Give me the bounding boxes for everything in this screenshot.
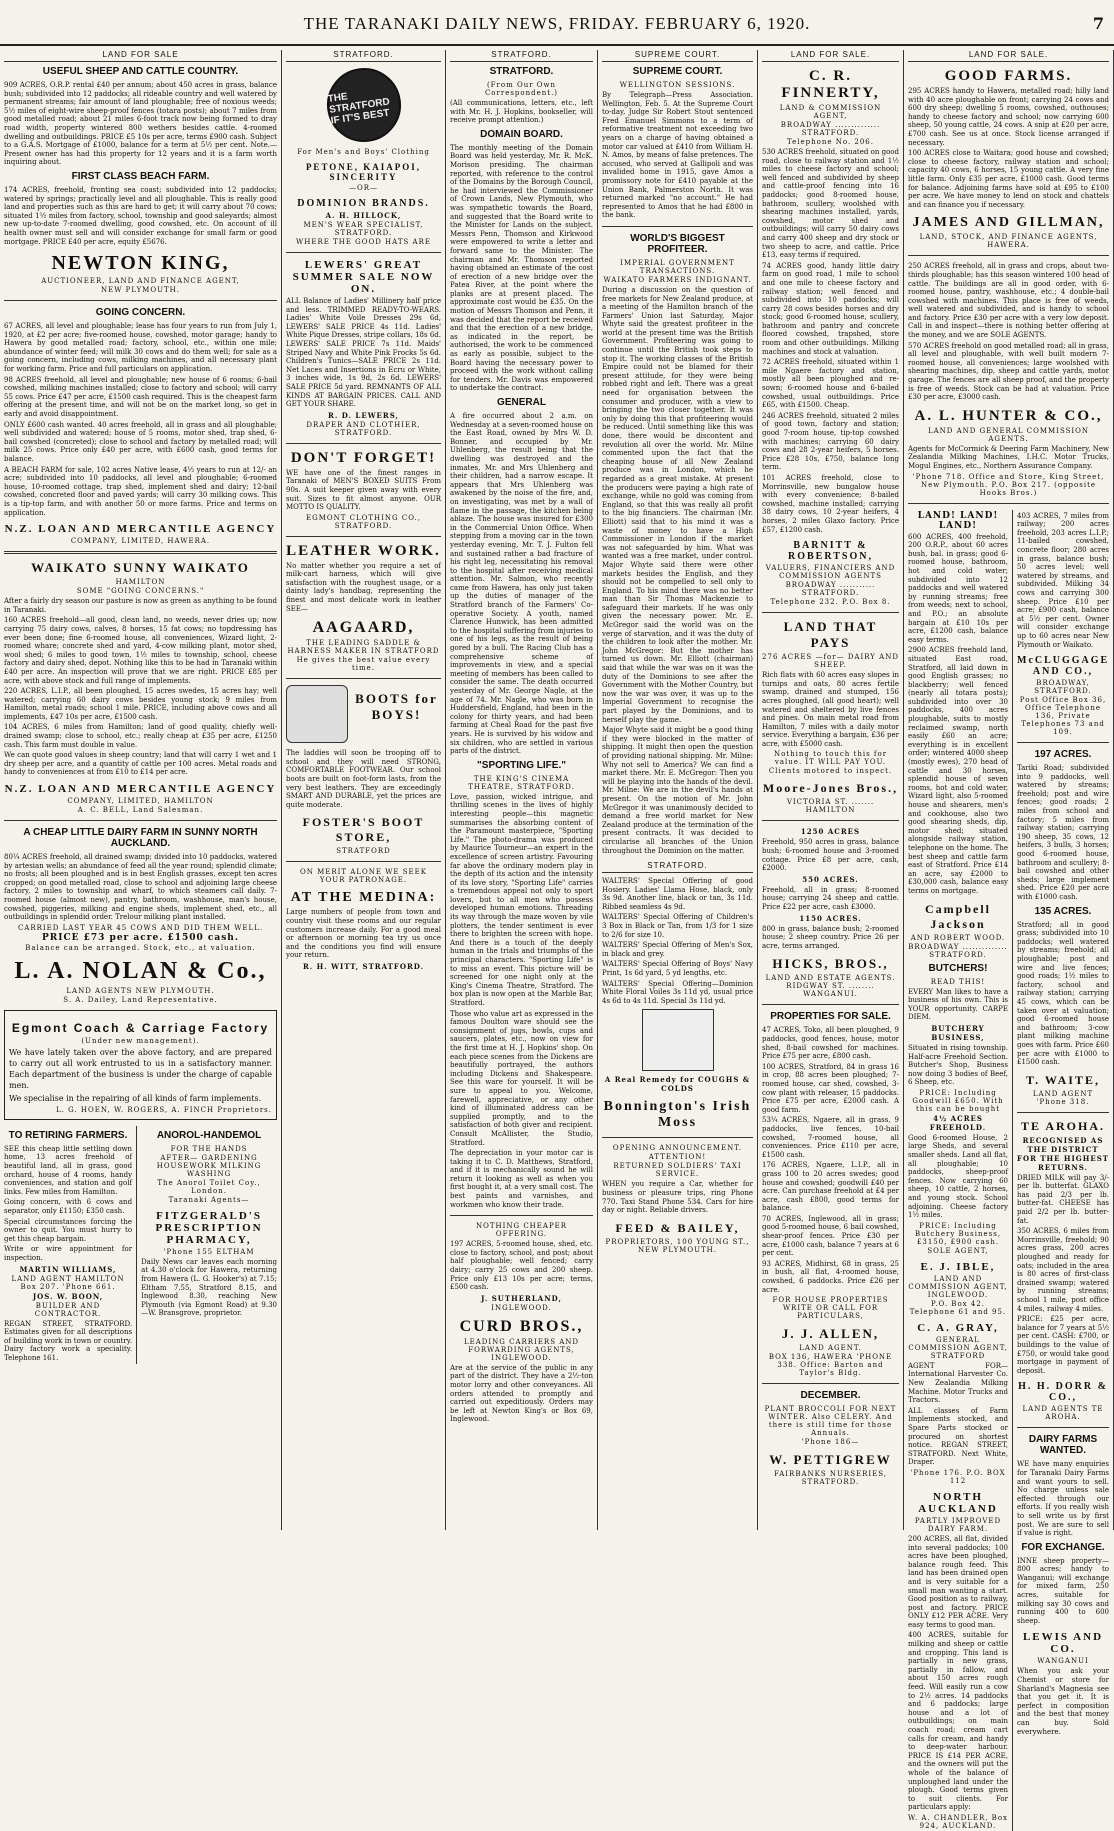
ad-subtitle: Nothing to touch this for value. IT WILL PAY YOU. [773,750,888,767]
agent-subtitle: 'Phone 718. Office and Store, King Street, New Plymouth. P.O. Box 217. (opposite Hooks Bros.) [912,472,1105,497]
agent-name: FOSTER'S BOOT STORE, [302,815,425,845]
listing-text: Going concern, with 6 cows and separator, only £1150; £350 cash. [4,1198,133,1215]
ad-subtitle: HAMILTON [115,578,166,587]
agent-name: JAMES AND GILLMAN, [912,215,1105,231]
agent-name: N.Z. LOAN AND MERCANTILE AGENCY [4,783,277,796]
ad-heading: FIRST CLASS BEACH FARM. [71,170,210,182]
listing-text: 570 ACRES freehold on good metalled road; all in grass, all level and ploughable, with well built modern 7-roomed house, all conveniences; large woolshed with shearing machines, dip, sheep and cattle yards, motor garage. The fences are all sheep proof, and the property is free of weeds. Stock can be had at valuation. Price £30 per acre, £3000 cash. [908,341,1110,402]
agent-name: A. H. HILLOCK, [325,211,402,220]
column-header: SUPREME COURT. [602,50,753,62]
agent-subtitle: WANGANUI [1037,1657,1089,1666]
agent-subtitle: LAND AND ESTATE AGENTS. RIDGWAY ST. ........ WANGANUI. [765,974,896,999]
listing-text: PRICE: £25 per acre, balance for 7 years at 5½ per cent. CASH: £700, or buildings to the value of £750, or would take good mortgage in payment of deposit. [1017,1315,1109,1375]
agent-subtitle: LAND AGENT. [799,1344,862,1353]
ad-signature: L. G. HOEN, W. ROGERS, A. FINCH Proprietors. [56,1105,272,1114]
listing-text: 100 ACRES close to Waitara; good house and cowshed; close to cheese factory, railway station and school; capacity 40 cows, 6 horses, 15 young cattle. A very fine little farm. Only £35 per acre, £1000 cash. Good terms for balance. Adjoining farms have sold at £95 to £100 per acre. We have money to lend on stock and chattels and can finance you if necessary. [908,149,1109,209]
listing-note: CARRIED LAST YEAR 45 COWS AND DID THEM WELL. [17,923,264,932]
coach-factory-ad [4,1010,277,1120]
column-supreme-court [598,50,758,1530]
ad-text: The laddies will soon be trooping off to school and they will need STRONG, COMFORTABLE FOOTWEAR. Our school boots are built on foot-form lasts, from the very best leathers. They are exceedingly SMART AND DURABLE, yet the prices are quite moderate. [286,749,441,809]
listing-text: 800 in grass, balance bush; 2-roomed house; 2 sheep country. Price 26 per acre, terms arranged. [762,924,899,950]
agent-subtitle: BROADWAY ........... STRATFORD. [785,581,876,598]
section-heading: STRATFORD. [489,66,554,77]
listing-text: 2900 ACRES freehold land, situated East road, Stratford, all laid down in good English grasses; no blackberry; well fenced (nearly all totara posts); subdivided into over 30 paddocks, 400 acres ploughable, suits to mostly reclaimed swamp, north easily £60 an acre; everything is in excellent order; wintered 4000 sheep (mostly ewes), 270 head of cattle and 30 horses, splendid house of seven rooms, hot and cold water, Wizard light, also 5-roomed house and shearers, men's and cookhouse, also two good shearing sheds, dip, motor shed; situated alongside railway station, telephone on the home. The best sheep and cattle farm east of Stratford. Price £14 an acre, say £2000 to £30,000 cash, balance easy terms on mortgage. [908,646,1008,895]
section-header: STRATFORD. [602,861,753,873]
column-land-for-sale-2 [758,50,904,1530]
agent-name: FEED & BAILEY, [615,1220,740,1235]
agent-name: R. D. LEWERS, [328,410,399,420]
ad-subtitle: ON MERIT ALONE WE SEEK YOUR PATRONAGE. [300,868,427,885]
agent-subtitle: LAND AGENT 'Phone 318. [1032,1089,1094,1106]
article-text: Major Whyte said it might be a good thing if they were blocked in the matter of shipping. It might then open the question of providing national shipping. Mr. Milne: Why not sell to America? We can find a market there. Mr. E. McGregor: Then you will be playing into the hands of the devil. Mr. Milne: We are in the devil's hands at present. On the motion of Mr. John McGregor it was unanimously decided to demand a free world market for New Zealand produce at the termination of the present contracts. It was decided to circularise all branches of the Union throughout the Dominion on the matter. [602,726,753,855]
ad-text: WALTERS' Special Offering of good Hosiery. Ladies' Llama Hose, black, only 3s 9d. Another line, black or tan, 3s 11d. Ribbed seamless 4s 9d. [602,877,753,911]
agent-subtitle: BROADWAY, STRATFORD. [1034,679,1092,696]
agent-name: JOS. W. BOON, [32,1291,104,1301]
ad-text: EVERY Man likes to have a business of his own. This is YOUR opportunity. CARPE DIEM. [908,987,1008,1022]
ad-subtitle: 4½ ACRES FREEHOLD. [929,1113,987,1132]
ad-text: We have lately taken over the above factory, and are prepared to carry out all work entrusted to us in a satisfactory manner. Each department of the business is under the charge of capable men. [9,1047,272,1090]
ad-heading: BOOTS for BOYS! [355,691,438,723]
listing-text: 250 ACRES freehold, all in grass and crops, about two-thirds ploughable; has this season wintered 100 head of cattle. The buildings are all in good order, with 6-roomed house, pantry, washhouse, etc.; 4 double-bail cowshed with machines. This place is free of weeds, well watered and subdivided, and is handy to school and factory. Price £30 per acre with a very low deposit. Call in and inspect—there is nothing better offering at the money, and we are SOLE AGENTS. [908,262,1109,340]
agent-subtitle: S. A. Dailey, Land Representative. [63,995,218,1004]
listing-text: ONLY £600 cash wanted. 40 acres freehold, all in grass and all ploughable; well subdivided and watered; house of 5 rooms, motor shed, trap shed, 6-bail cowshed (concreted); close to school and factory by metalled road; will milk 25 cows. Price only £40 per acre, with £600 cash, good terms for balance. [4,420,277,463]
agent-name: Moore-Jones Bros., [762,781,899,796]
listing-text: 197 ACRES, 5-roomed house, shed, etc. close to factory, school, and post; about half ploughable; well fenced; carry dairy; carry 25 cows and 200 sheep. Price only £13 10s per acre; terms, £500 cash. [450,1240,593,1292]
ad-subtitle: PROPRIETORS, 100 YOUNG ST., NEW PLYMOUTH. [605,1237,750,1254]
ad-heading: A Real Remedy for COUGHS & COLDS [604,1075,751,1094]
ad-text: Large numbers of people from town and country visit these rooms and our regular customers increase daily. For a good meal or afternoon or morning tea try us once and the conditions you find will ensure your return. [286,908,441,960]
ad-heading: LEATHER WORK. [286,542,441,559]
article-heading: GENERAL [497,397,546,408]
listing-heading: 135 ACRES. [1034,905,1092,917]
ad-subtitle: EGMONT CLOTHING CO., STRATFORD. [306,513,421,530]
article-text: By Telegraph—Press Association. Wellington, Feb. 5. At the Supreme Court to-day, Judge Sir Robert Stout sentenced Fred Emanuel Simmons to a term of reformative treatment not exceeding two years on a charge of having obtained a motor car valued at £410 from William H. N. Amos, by means of false pretences. The accused, who served at Gallipoli and was invalided home in 1915, gave Amos a promissory note for £410 payable at the Union Bank, Palmerston North. It was returned marked "no account." He had represented to Amos that he had £800 in the bank. [602,91,753,220]
agent-name: BARNITT & ROBERTSON, [788,540,873,563]
listing-text: 174 ACRES, freehold, fronting sea coast; subdivided into 12 paddocks; watered by springs; practically level and all ploughable. This is really good land and properties such as this are hard to get; it will carry about 70 cows; situated 1½ miles from factory, school, township and good saleyards; almost new up-to-date 7-roomed dwelling, good cowshed, etc. On account of ill health owner must sell and will consider exchange for small farm or good mortgage. PRICE £40 per acre, equity £5676. [4,185,277,246]
ad-heading: GOING CONCERN. [95,307,186,319]
agent-name: MARTIN WILLIAMS, [19,1264,117,1274]
ad-subtitle: (Under new management). [81,1036,200,1045]
agent-subtitle: Post Office Box 36, Office Telephone 136, Private Telephones 73 and 109. [1019,696,1107,737]
ad-subtitle: OPENING ANNOUNCEMENT. [612,1144,743,1153]
listing-text: We can quote good values in sheep country; land that will carry 1 wet and 1 dry sheep per acre, and a quantity of cattle per 100 acres. Metal roads and handy to conveniences at from £10 to £14 per acre. [4,751,277,777]
ad-heading: LEWERS' GREAT SUMMER SALE NOW ON. [292,259,435,295]
ad-subtitle: AFTER— GARDENING HOUSEWORK MILKING WASHING [156,1153,262,1178]
ad-subtitle: ATTENTION! [648,1153,707,1162]
listing-text: 400 ACRES, suitable for milking and sheep or cattle and cropping. This land is partially in new grass, partially in fallow, and about 150 acres rough feed. Will easily run a cow to 2½ acres. 14 paddocks and 6 paddocks; large house and a lot of outbuildings; on main coach road; cream cart calls for cream, and handy to deep-water harbour. PRICE IS £14 PER ACRE, and the owners will put the whole of the balance of unploughed land under the plough. Good terms given to suit clients. For particulars apply: [908,1631,1008,1812]
listing-text: 160 ACRES freehold—all good, clean land, no weeds, never dries up; now carrying 75 dairy cows, calves, 8 horses, 15 fat cows; no topdressing has ever been done; fine 6-roomed house, all conveniences, Wizard light, 2-roomed whare; concrete shed and yard, 4-cow milking plant, motor shed, wool shed; 6 miles to good town, 1½ miles to township, school, cheese factory and dairy shed, depot. Nothing like this to be had in Taranaki within £40 per acre. An inspection will prove that we are right. PRICE £85 per acre, with above stock and full range of implements. [4,616,277,685]
ad-subtitle: STRATFORD [336,847,391,856]
article-text: Those who value art as expressed in the famous Doulton ware should see the consignment of jugs, bowls, cups and saucers, plates, etc., now on view for the first time at H. J. Hopkins' shop. On each piece scenes from the Dickens are beautifully portrayed, the authors including Dickens and Shakespeare. See this ware for yourself. It will be sure to appeal to you. Welcome, farewell, appreciative, or any other kind of illuminated address can be supplied promptly, and to the satisfaction of both giver and recipient. Consult McAllister, the Studio, Stratford. [450,1009,593,1147]
section-heading: SUPREME COURT. [632,66,723,77]
listing-text: 67 ACRES, all level and ploughable; lease has four years to run from July 1, 1920, at £2 per acre; five-roomed house, cowshed, motor garage; handy to Hawera by good metalled road; factory, school, etc., within one mile; abundance of winter feed; will milk 30 cows and do them well; for sale as a going concern, including cows, milking machines, and all necessary plant for working farm. Price and full particulars on application. [4,322,277,374]
ad-subtitle: The Anorol Toilet Coy., London. [157,1178,261,1195]
ad-heading: NORTH AUCKLAND [918,1490,998,1515]
ad-subtitle: PRICE: Including Goodwill £650. With this can be bought [912,1088,1004,1113]
ad-subtitle: LEADING CARRIERS AND FORWARDING AGENTS, INGLEWOOD. [463,1337,580,1362]
listing-text: 909 ACRES, O.R.P. rental £40 per annum; about 450 acres in grass, balance bush; subdivided into 12 paddocks; all rideable country and well watered by permanent streams; fair amount of land ploughable; free of noxious weeds; 5½ miles of eight-wire sheep-proof fences (totara posts); about 7 miles from good metalled road; about 21 miles 6-foot track now being formed to dray road width, property wintered 800 wethers besides cattle. 4-roomed dwelling and outbuildings. PRICE £5 10s per acre, terms £900 cash. Subject to a G.A.S. Mortgage of £1000, balance for a term at 5½ per cent. Note.—Present owner has had this property for 12 years and it is a farm worth inquiring about. [4,81,277,167]
listing-text: 350 ACRES, 6 miles from Morrinsville, freehold; 90 acres grass, 200 acres ploughed and ready for oats; included in the area is 80 acres of first-class drained swamp; watered by running streams; school 1 mile, post office 4 miles, railway 4 miles. [1017,1227,1109,1313]
agent-name: HICKS, BROS., [772,956,889,972]
newspaper-title: THE TARANAKI DAILY NEWS, FRIDAY. FEBRUARY 6, 1920. [303,14,811,33]
listing-text: Freehold, 950 acres in grass, balance bush; 6-roomed house and 3-roomed cottage. Price £8 per acre, cash, £2000. [762,838,899,873]
agent-name: NEWTON KING, [51,252,230,275]
listing-text: 220 ACRES, L.I.P., all been ploughed, 15 acres swedes, 15 acres hay; well watered; carrying 60 dairy cows besides young stock; 9 miles from Hamilton, metal roads; school 1 mile. PRICE, including above cows and all implements, £47 10s per acre, £1500 cash. [4,687,277,721]
ad-subtitle: NOTHING CHEAPER OFFERING. [475,1222,568,1239]
listing-text: 104 ACRES, 6 miles from Hamilton; land of good quality, chiefly well-drained swamp; close to school, etc.; really cheap at £35 per acre, £1250 cash. This farm must double in value. [4,723,277,749]
ad-heading: DOMINION BRANDS. [297,198,430,209]
ad-subtitle: PRICE: Including Butchery Business, £3150, £900 cash. [914,1221,1002,1246]
ad-text: We specialise in the repairing of all kinds of farm implements. [9,1093,262,1103]
column-header: LAND FOR SALE. [762,50,899,62]
ad-text: WE have one of the finest ranges in Taranaki of MEN'S BOXED SUITS From 90s. A suit keeper given away with every suit. Sizes to fit almost anyone. OUR MOTTO IS QUALITY. [286,468,441,512]
listing-text: Stratford; all in good grass; subdivided into 10 paddocks; well watered by streams; freehold; all ploughable; post and wire and live fences; good roads; 1½ miles to factory, school and railway station; carrying 45 cows, which can be taken over at valuation; good 6-roomed house and bathroom; 3-cow plant milking machine goes with farm. Price £60 per acre with £1000 to £1500 cash. [1017,920,1109,1067]
listing-text: 246 ACRES freehold, situated 2 miles of good town, factory and station; good 7-room house, tip-top cowshed with machines; carrying 60 dairy cows and 28 2-year heifers, 5 horses. Price £28 10s, £750, balance long term. [762,411,899,472]
article-subtitle: IMPERIAL GOVERNMENT TRANSACTIONS. [620,258,735,275]
agent-subtitle: LAND, STOCK, AND FINANCE AGENTS, HAWERA. [919,233,1098,250]
agent-name: CURD BROS., [459,1317,584,1335]
ad-subtitle: PLANT BROCCOLI FOR NEXT WINTER. Also CELERY. And there is still time for those Annuals. [764,1405,897,1438]
listing-text: 600 ACRES, 400 freehold, 200 O.R.P., about 60 acres bush, bal. in grass; good 6-roomed house, bathroom, hot and cold water; subdivided into 12 paddocks and well watered by running streams; free from weeds; next to school, and P.O.; an absolute bargain at £10 10s per acre, £1200 cash, balance easy terms. [908,532,1008,644]
ad-heading: A CHEAP LITTLE DAIRY FARM IN SUNNY NORTH AUCKLAND. [23,827,258,850]
listing-text: 98 ACRES freehold, all level and ploughable; new house of 6 rooms; 6-bail cowshed, milking machines installed; close to factory and school; will carry 55 cows. Price £47 per acre, £1500 cash required. This is the cheapest farm offering at the present time, and will not be on the market long, so get in early and avoid disappointment. [4,375,277,419]
listing-text: INNE sheep property—800 acres; handy to Wanganui; will exchange for mixed farm, 250 acres, suitable for milking say 30 cows and running 400 to 600 sheep. [1017,1556,1109,1625]
agent-subtitle: BUILDER AND CONTRACTOR. [34,1301,102,1318]
listing-text: 80¼ ACRES freehold, all drained swamp; divided into 10 paddocks, watered by artesian wells; an abundance of feed all the year round; splendid climate; no frosts; all been ploughed and is in best English grasses, except ten acres cropped; on good metalled road, close to school and adjoining large cheese factory, 2 miles to township and wharf, to which steamers call daily. 7-roomed house (almost new), pantry, bathroom, washhouse, man's house, cowshed, piggeries, milking and engine sheds, implement shed, etc., all outbuildings in splendid order. Trelour milking plant installed. [4,853,277,922]
ad-text: No matter whether you require a set of milk-cart harness, which will give satisfaction with the roughest usage, or a dainty lady's handbag, representing the finest and most delicate work in leather SEE— [286,561,441,613]
column-stratford-news [446,50,598,1530]
ad-subtitle: MEN'S WEAR SPECIALIST, STRATFORD. [303,221,424,237]
ad-text: WALTERS' Special Offering—Dominion White Floral Voiles 3s 11d yd, usual price 4s 6d to 4s 11d. Special 3s 11d yd. [602,979,753,1005]
listing-text: 100 ACRES, Stratford, 84 in grass 16 in crop, 88 acres been ploughed; 7-roomed house, car shed, cowshed, 3-cow plant with releaser, 15 paddocks. Price £75 per acre, £2000 cash. A good farm. [762,1062,899,1114]
ad-subtitle: FOR THE HANDS [170,1144,248,1153]
listing-heading: 1150 ACRES. [799,913,862,923]
ad-subtitle: SOME "GOING CONCERNS." [76,587,205,596]
ad-heading: WAIKATO SUNNY WAIKATO [31,560,250,576]
ad-heading: ANOROL-HANDEMOL [156,1129,262,1141]
listing-text: Freehold, all in grass; 8-roomed house; carrying 24 sheep and cattle. Price £22 per acre, cash £3000. [762,885,899,912]
column-header: LAND FOR SALE [4,50,277,62]
agent-name: H. H. DORR & CO., [1018,1381,1108,1404]
article-text: A fire occurred about 2 a.m. on Wednesday at a seven-roomed house on the East Road, owned by Mrs W. D. Bonner, and occupied by Mr. Uhlenberg, the result being that the dwelling was destroyed and the inmates, Mr. and Mrs Uhlenberg and their children, had a narrow escape. It appears that Mrs Uhlenberg was awakened by the noise of the fire, and, on investigating, was met by a wall of flame in the passage, the kitchen being ablaze. The house was insured for £300 in the Commercial Union Office. When stepping from a moving car in the town yesterday evening, Mr. T. J. Fulton fell and sustained rather a bad fracture of his right leg, necessitating his removal to the hospital after receiving medical attention. Mr. Salmon, who recently came from Hawera, has only just taken up the duties of manager of the Stratford branch of the Farmers' Co-operative Society. A youth, named Clarence Hunwick, has been admitted to the hospital suffering from injuries to one of his legs, as the result of being gored by a bull. The Racing Club has a comprehensive scheme of improvements in view, and a special meeting of members has been called to consider the same. The death occurred yesterday of Mr. George Nagle, at the age of 74. Mr. Nagle, who was born in Huddersfield, England, had been in the colony for thirty years, and had been farming at Cheal Road for the past five years. He is survived by his widow and six children, who are settled in various parts of the district. [450,412,593,756]
agent-name: N.Z. LOAN AND MERCANTILE AGENCY [4,523,277,536]
column-header: LAND FOR SALE. [908,50,1109,62]
ad-subtitle: SOLE AGENT, [927,1246,989,1255]
agent-name: J. J. ALLEN, [781,1326,880,1342]
ad-text: Good 6-roomed House, 2 large Sheds, and several smaller sheds. Land all flat, all ploughable; 10 paddocks, sheep-proof fences. Now carrying 60 sheep, 10 cattle, 2 horses, and young stock. School adjoining. Cheese factory 1½ miles. [908,1133,1008,1220]
ad-text: ALL classes of Farm Implements stocked, and Spare Parts stocked or procured on shortest notice. REGAN STREET, STRATFORD. Next White, Draper. [908,1406,1008,1467]
agent-subtitle: A. C. BELL, Land Salesman. [77,806,204,815]
column-land-for-sale-1 [0,50,282,1530]
agent-name: C. R. FINNERTY, [781,68,880,101]
article-text: The monthly meeting of the Domain Board was held yesterday, Mr. R. McK. Morison presiding. The chairman reported, with reference to the control of the Domains by the Borough Council, he had interviewed the Commissioner of Crown Lands, New Plymouth, who was sympathetic towards the Board, and suggested that the Board write to the Minister for Lands on the subject. Messrs Penn, Thomson and Kirkwood were empowered to write a letter and forward same to the Minister. The chairman and Mr. Thomson reported having obtained an estimate of the cost of erection of a new bridge over the Patea River, at the point where the planks are at present placed. The approximate cost would be £35. On the motion of Messrs Thomson and Penn, it was decided that the report be received and that the erection of a new bridge, as indicated in the report, be authorised, the work to be commenced as early as possible, subject to the Board having the necessary power to proceed with the work without calling for tenders. Mr. Davis was empowered to undertake the contract. [450,143,593,393]
ad-heading: DECEMBER. [800,1390,861,1402]
agent-subtitle: Telephone 232. P.O. Box 8. [770,598,891,607]
ad-text: Are at the service of the public in any part of the district. They have a 2½-ton motor lorry and other conveyances. All orders attended to promptly and carried out expeditiously. Orders may be left at Newton King's or Box 69, Inglewood. [450,1363,593,1424]
column-header: STRATFORD. [450,50,593,62]
section-subtitle: (From Our Own Correspondent.) [484,81,559,97]
agent-subtitle: AND ROBERT WOOD. [910,933,1006,942]
listing-text: REGAN STREET, STRATFORD. Estimates given for all descriptions of building work in town or country. Dairy factory work a speciality. Telephone 161. [4,1319,133,1362]
listing-text: 200 ACRES, all flat, divided into several paddocks; 100 acres have been ploughed, balance rough feed. This land has been drained open and is very suitable for a small man wanting a start. Good position as to railway, post and factory. PRICE ONLY £12 PER ACRE. Very easy terms to good man. [908,1534,1008,1629]
article-heading: DOMAIN BOARD. [480,128,563,140]
listing-text: Rich flats with 60 acres easy slopes in turnips and oats, 80 acres fertile swamp, drained and stumped, 156 acres ploughed, (all good heart); well watered and sheltered by live fences and pines. On main metal road from Hamilton, 7 miles with a daily motor service. Everything a bargain, £36 per acre, with £5000 cash. [762,671,899,748]
ad-heading: TE AROHA. [1020,1118,1105,1133]
listing-text: 530 ACRES freehold, situated on good road, close to railway station and 1½ miles to cheese factory and school; well fenced and subdivided by sheep and cattle-proof fencing into 16 paddocks; good 8-roomed house, bathroom, scullery, woolshed with shearing machines installed, yards, cowshed, motor shed and outbuildings; will carry 50 dairy cows and carry 400 sheep and dry stock or two sheep to acre, and cattle. Price £13, easy terms if required. [762,148,899,260]
ad-heading: PROPERTIES FOR SALE. [770,1011,891,1023]
agent-name: R. H. WITT, STRATFORD. [302,961,425,971]
ad-brand: Bonnington's Irish Moss [603,1099,752,1131]
agent-subtitle: W. A. CHANDLER, Box 924, AUCKLAND. [908,1813,1008,1830]
agent-subtitle: LAND & COMMISSION AGENT, [779,104,882,120]
ad-text: WALTERS' Special Offering of Children's 3 Box in Black or Tan, from 1/3 for 1 size to 2/6 for size 10. [602,913,753,939]
ad-title: Egmont Coach & Carriage Factory [11,1020,270,1035]
listing-text: 403 ACRES, 7 miles from railway; 200 acres freehold, 203 acres L.I.P.; 11-bailed cowshed, concrete floor; 280 acres in grass, balance bush; 50 acres level; well watered by streams, and subdivided. Milking 34 cows and carrying 300 sheep. Price £10 per acre; £900 cash, balance at 5½ per cent. Owner will consider exchange up to 60 acres near New Plymouth or Waikato. [1017,511,1109,649]
article-text: Love, passion, wicked intrigue, and thrilling scenes in the lives of highly interesting people—this magnetic summarises the absorbing content of the Paramount masterpiece, "Sporting Life." The photo-drama was produced by Maurice Tourneur—an expert in the excellence of screen artistry. Favouring far above the ordinary modern play in the depth of its action and the intensity of its love story, "Sporting Life" carries a tremendous appeal not only to sport lovers, but to all men who possess developed human emotions. Threading its way through the maze woven by vile plotters, the tender sentiment is ever there to brighten the screen with hope. And there is a touch of the deeply human in the trials and triumphs of the principal characters. "Sporting Life" is to miss an event. This picture will be screened for one night only at the King's Cinema Theatre, Stratford. The box plan is now open at the Marble Bar, Stratford. [450,792,593,1007]
ad-text: ALL Balance of Ladies' Millinery half price and less. TRIMMED READY-TO-WEARS. Ladies' White Voile Dresses 29s 6d, LEWERS' SALE PRICE 4s 11d. Ladies' White Pique Dresses, stripe collars, 18s 6d. LEWERS' SALE PRICE 7s 11d. Maids' Striped Navy and White Pink Frocks 5s 6d. Children's Tunics—SALE PRICE 2s 11d. Net Laces and Insertions in Ecru or White, 3 inches wide, 1s 9d, 2s 6d. LEWERS' SALE PRICE 5d yard. REMNANTS OF ALL KINDS AT BARGAIN PRICES. CALL AND GET YOUR SHARE. [286,297,441,409]
masthead [0,0,1114,46]
agent-name: AAGAARD, [312,619,415,637]
ad-text: Daily News car leaves each morning at 4.30 o'clock for Hawera, returning from Hawera (L. G. Hooker's) at 7.15; Eltham 7.55, Stratford 8.15, and Inglewood 8.30, reaching New Plymouth (via Egmont Road) at 9.30—W. Bransgrove, proprietor. [141,1257,277,1318]
ad-subtitle: DRAPER AND CLOTHIER, STRATFORD. [306,420,421,437]
ad-heading: DON'T FORGET! [290,449,437,466]
ad-text: WHEN you require a Car, whether for business or pleasure trips, ring Phone 770. Taxi Stand Phone 534. Cars for hire day or night. Reliable drivers. [602,1180,753,1215]
agent-name: T. WAITE, [1026,1072,1100,1087]
ad-text: WE have many enquiries for Taranaki Dairy Farms and want yours to sell. No charge unless sale effected through our efforts. If you really wish to sell write us by first post. We are sure to sell if value is right. [1017,1460,1109,1538]
agent-subtitle: INGLEWOOD. [491,1303,552,1312]
listing-text: 93 ACRES, Midhirst, 68 in grass, 25 in bush, all flat, 4-roomed house, cowshed, 6 paddocks. Price £26 per acre. [762,1259,899,1294]
article-subtitle: THE KING'S CINEMA THEATRE, STRATFORD. [468,774,575,791]
listing-text: SEE this cheap little settling down home, 13 acres freehold of beautiful land, all in grass, good orchard, house of 4 rooms, handy conveniences, and station and golf links. Few miles from Hamilton. [4,1144,133,1196]
ad-heading: TO RETIRING FARMERS. [8,1129,128,1141]
agent-subtitle: LAND AGENT HAMILTON Box 207. 'Phone 661. [11,1274,125,1291]
agent-subtitle: VALUERS, FINANCIERS AND COMMISSION AGENTS [765,564,896,581]
listing-text: 53¼ ACRES, Ngaere, all in grass, 9 paddocks, live fences, 10-bail cowshed, 7-roomed house, all conveniences. Price £110 per acre, £1500 cash. [762,1116,899,1159]
article-subtitle: WAIKATO FARMERS INDIGNANT. [603,275,752,284]
ad-subtitle: PARTLY IMPROVED DAIRY FARM. [914,1516,1002,1533]
agent-subtitle: LAND AGENTS NEW PLYMOUTH. [66,986,215,995]
ad-subtitle: RECOGNISED AS THE DISTRICT FOR THE HIGHEST RETURNS. [1017,1135,1109,1172]
listing-text: 74 ACRES good, handy little dairy farm on good road, 1 mile to school and one mile to cheese factory and railway station; well fenced and subdivided into 10 paddocks; will carry 28 cows besides horses and dry stock; good 6-roomed house, scullery, bathroom and pantry and concrete floored cowshed, trapshed, store room and other outbuildings. Milking machines and stock at valuation. [762,261,899,356]
ad-text: AGENT FOR— International Harvester Co. New Zealandia Milking Machine. Motor Trucks and Tractors. [908,1361,1008,1405]
ad-subtitle: —OR— [348,184,378,192]
ad-heading: AT THE MEDINA: [290,890,437,906]
article-text: (All communications, letters, etc., left with Mr. H. J. Hopkins, bookseller, will receive prompt attention.) [450,99,593,125]
agent-subtitle: LAND AND COMMISSION AGENT, INGLEWOOD. [908,1274,1008,1299]
agent-subtitle: LAND AGENTS TE AROHA. [1022,1405,1104,1422]
listing-text: A BEACH FARM for sale, 102 acres Native lease, 4½ years to run at 12/- an acre; subdivided into 10 paddocks, all level and ploughable; 6-roomed house, 10-roomed cottage, trap shed, implement shed and dairy; 12-bail cowshed, concreted floor and paved yards; will carry 30 milking cows. This is a tip-top farm, and with another 50 or more farms. Price and terms on application. [4,465,277,517]
ad-text: Situated in rising township. Half-acre Freehold Section. Butcher's Shop, Business now doing 3 bodies of Beef, 6 Sheep, etc. [908,1043,1008,1087]
ad-text: WALTERS' Special Offering of Men's Sox, in black and grey. [602,941,753,958]
agent-subtitle: VICTORIA ST. ....... HAMILTON [786,798,875,815]
boot-illustration [286,685,348,743]
listing-text: Tariki Road; subdivided into 9 paddocks, well watered by streams; freehold; post and wire fences; good roads; 2 miles from school and factory; 5 miles from railway station; carrying 190 sheep, 35 cows, 12 heifers, 3 bulls, 3 horses; good 6-roomed house, bathroom and scullery; 8-bail cowshed and other sheds; large implement shed. Price £20 per acre with £1000 cash. [1017,764,1109,901]
agent-name: C. A. GRAY, [917,1321,999,1334]
ad-subtitle: WHERE THE GOOD HATS ARE [296,238,431,246]
column-good-farms [904,50,1114,1830]
section-subtitle: WELLINGTON SESSIONS. [619,81,736,89]
ad-subtitle: BUTCHERY BUSINESS, [931,1023,985,1042]
agent-name: E. J. IBLE, [920,1260,996,1273]
ad-subtitle: He gives the best value every time. [296,656,431,673]
ad-subtitle: 'Phone 176. P.O. BOX 112 [910,1468,1006,1485]
agent-subtitle: LAND AND GENERAL COMMISSION AGENTS. [927,426,1090,443]
agent-text: Agents for McCormick & Deering Farm Machinery, New Zealandia Milking Machines, I.H.C. Motor Trucks, Mogul Engines, etc., Northern Assurance Company. [908,444,1109,470]
ad-text: When you ask your Chemist or store for Sharland's Magnesia see that you get it. It is perfect in composition and the best that money can buy. Sold everywhere. [1017,1667,1109,1736]
article-heading: WORLD'S BIGGEST PROFITEER. [630,232,725,255]
listing-heading: 197 ACRES. [1034,749,1092,761]
agent-subtitle: BROADWAY .............. STRATFORD. [908,942,1008,959]
ad-heading: DAIRY FARMS WANTED. [1028,1434,1098,1457]
agent-subtitle: AUCTIONEER, LAND AND FINANCE AGENT, [41,277,240,286]
listing-heading: 550 ACRES. [802,874,859,884]
listing-text: 101 ACRES freehold, close to Morrinsville, new bungalow house with every convenience; 8-bailed cowshed, machine installed; carrying 38 dairy cows, 10 2-year heifers, 4 horses, 2 miles Glaxo factory. Price £57, £1200 cash. [762,473,899,534]
ad-text: WALTERS' Special Offering of Boys' Navy Print, 1s 6d yard, 5 yd lengths, etc. [602,960,753,978]
ad-subtitle: Clients motored to inspect. [768,767,893,776]
ad-heading: BUTCHERS! [928,962,988,974]
ad-subtitle: 'Phone 186— [801,1438,860,1447]
article-text: During a discussion on the question of free markets for New Zealand produce, at a meeting of the Hamilton branch of the Farmers' Union last Saturday, Major Whyte said the greatest profiteer in the world at the present time was the British Government. Profiteering was going to continue until the British took steps to stop it. The working classes of the British Empire could not be blamed for their present attitude, for they were being robbed right and left. There was a great need for organisation between the consumer and producer, with a view to bringing the two closer together. It was only by doing this that profiteering would be reduced. Until something like this was done, there would be discontent and revolution all over the world. Mr. Milne commented upon the fact that the cheaping house of all New Zealand produce was in London, which he regarded as a great mistake. At present the producers were paying a high rate of exchange, while no gold was coming from England, so that this was really all profit to the big financiers. The chairman (Mr. Elliott) said that to his mind it was a waste of money to have a High Commissioner in London if the market was not safeguarded by him. What was wanted was a free market, under control. Major Whyte said there were other markets besides the English, and they should not be compelled to sell only to England. To his mind there was no better man than Sir Thomas Mackenzie to safeguard their markets. If he was only given the necessary power. Mr. E. McGregor said the world was on the verge of starvation, and it was the duty of the children to look after the mother. Mr. John McGregor: But the mother has turned us down. Mr. Elliott (chairman) said that while the war was on it was the duty of the Dominions to see after the Government with the Mother Country, but now the war was over, it was up to the Imperial Government to recognise the part played by the Dominions, and to herself play the game. [602,285,753,724]
remedy-illustration [642,1009,714,1071]
article-text: The depreciation in your motor car is taking it to C. D. Matthews, Stratford, and if it is mechanically sound he will return it looking as well as when you first bought it, at a very small cost. The best paints and varnishes, and workmen who know their trade. [450,1149,593,1209]
agent-subtitle: Telephone No. 206. [787,138,874,146]
agent-subtitle: GENERAL COMMISSION AGENT, STRATFORD [908,1335,1008,1360]
ad-heading: FOR EXCHANGE. [1021,1541,1105,1553]
listing-text: 47 ACRES, Toko, all been ploughed, 9 paddocks, good fences, house, motor shed, 8-bail cowshed for machines. Price £75 per acre, £800 cash. [762,1026,899,1061]
ad-subtitle: RETURNED SOLDIERS' TAXI SERVICE. [613,1162,742,1179]
ad-subtitle: FOR HOUSE PROPERTIES WRITE OR CALL FOR PARTICULARS, [772,1296,889,1321]
ad-heading: LAND! LAND! LAND! [917,510,999,531]
ad-subtitle: For Men's and Boys' Clothing [297,148,430,156]
listing-note: Balance can be arranged. Stock, etc., at valuation. [25,943,256,952]
listing-text: 70 ACRES, Inglewood, all in grass; good 5-roomed house, 6 bail cowshed, shear-proof fences. Price £30 per acre, £1000 cash, balance 7 years at 6 per cent. [762,1214,899,1258]
column-stratford-ads [282,50,446,1530]
listing-text: 176 ACRES, Ngaere, L.I.P., all in grass 100 to 20 acres swedes; good house and cowshed; goodwill £40 per acre. Can purchase freehold at £4 per acre, cash £800, good terms for balance. [762,1161,899,1213]
agent-subtitle: FAIRBANKS NURSERIES, STRATFORD. [773,1470,888,1487]
listing-text: DRIED MILK will pay 3/- per lb. butterfat. GLAXO has paid 2/3 per lb. butter-fat. CHEESE has paid 2/2 per lb. butter-fat. [1017,1173,1109,1225]
ad-subtitle: Taranaki Agents— [168,1195,250,1204]
listing-text: After a fairly dry season our pasture is now as green as anything to be found in Taranaki. [4,597,277,614]
ad-heading: USEFUL SHEEP AND CATTLE COUNTRY. [42,66,239,77]
agent-name: McCLUGGAGE AND CO., [1017,655,1110,678]
ad-subtitle: THE LEADING SADDLE & HARNESS MAKER IN STRATFORD [287,639,440,656]
ad-subtitle: 276 ACRES —for— DAIRY AND SHEEP. [762,653,899,670]
listing-text: 72 ACRES freehold, situated within 1 mile Ngaere factory and station, mostly all been ploughed and re-sown; 6-roomed house and 6-bailed cowshed, usual outbuildings. Price £65, with £1500. Cheap. [762,358,899,410]
ad-heading: PETONE, KAIAPOI, SINCERITY [305,162,422,182]
agent-subtitle: BROADWAY .............. STRATFORD. [780,121,881,137]
agent-name: Campbell Jackson [924,901,991,931]
agent-location: NEW PLYMOUTH. [101,286,180,295]
agent-subtitle: COMPANY, LIMITED, HAWERA. [70,537,211,546]
agent-name: J. SUTHERLAND, [481,1293,562,1303]
agent-subtitle: COMPANY, LIMITED, HAMILTON [67,797,214,806]
listing-text: Special circumstances forcing the owner to quit. You must hurry to get this cheap bargain. [4,1217,133,1243]
listing-text: Write or wire appointment for inspection. [4,1245,133,1262]
ad-heading: GOOD FARMS. [944,68,1073,84]
column-header: STRATFORD. [286,50,441,62]
article-heading: "SPORTING LIFE." [477,759,566,771]
agent-name: FITZGERALD'S PRESCRIPTION PHARMACY, [155,1209,263,1246]
agent-name: W. PETTIGREW [769,1452,892,1468]
listing-text: 295 ACRES handy to Hawera, metalled road; hilly land with 40 acre ploughable on front; carrying 24 cows and 600 dry sheep; dwelling 5 rooms, cowshed, outhouses; handy to cheese factory and school; now carrying 600 sheep, 50 young cattle, 24 cows. A snip at £20 per acre, £700 cash. See us at once. Stock license arranged if necessary. [908,87,1109,147]
agent-name: L. A. NOLAN & Co., [14,957,267,984]
agent-name: A. L. HUNTER & CO., [914,407,1103,424]
page-number: 7 [1092,14,1104,33]
ad-heading: LAND THAT PAYS [783,619,878,651]
listing-heading: 1250 ACRES [800,827,861,837]
ad-subtitle: READ THIS! [930,977,986,986]
stratford-best-badge: THE STRATFORD IF IT'S BEST [322,63,406,147]
ad-subtitle: 'Phone 155 ELTHAM [163,1247,255,1256]
listing-price: PRICE £73 per acre. £1500 cash. [42,932,239,943]
agent-name: LEWIS AND CO. [1022,1631,1104,1656]
agent-subtitle: BOX 136, HAWERA 'PHONE 338. Office: Barton and Taylor's Bldg. [768,1353,893,1378]
agent-subtitle: P.O. Box 42. Telephone 61 and 95. [909,1299,1007,1316]
